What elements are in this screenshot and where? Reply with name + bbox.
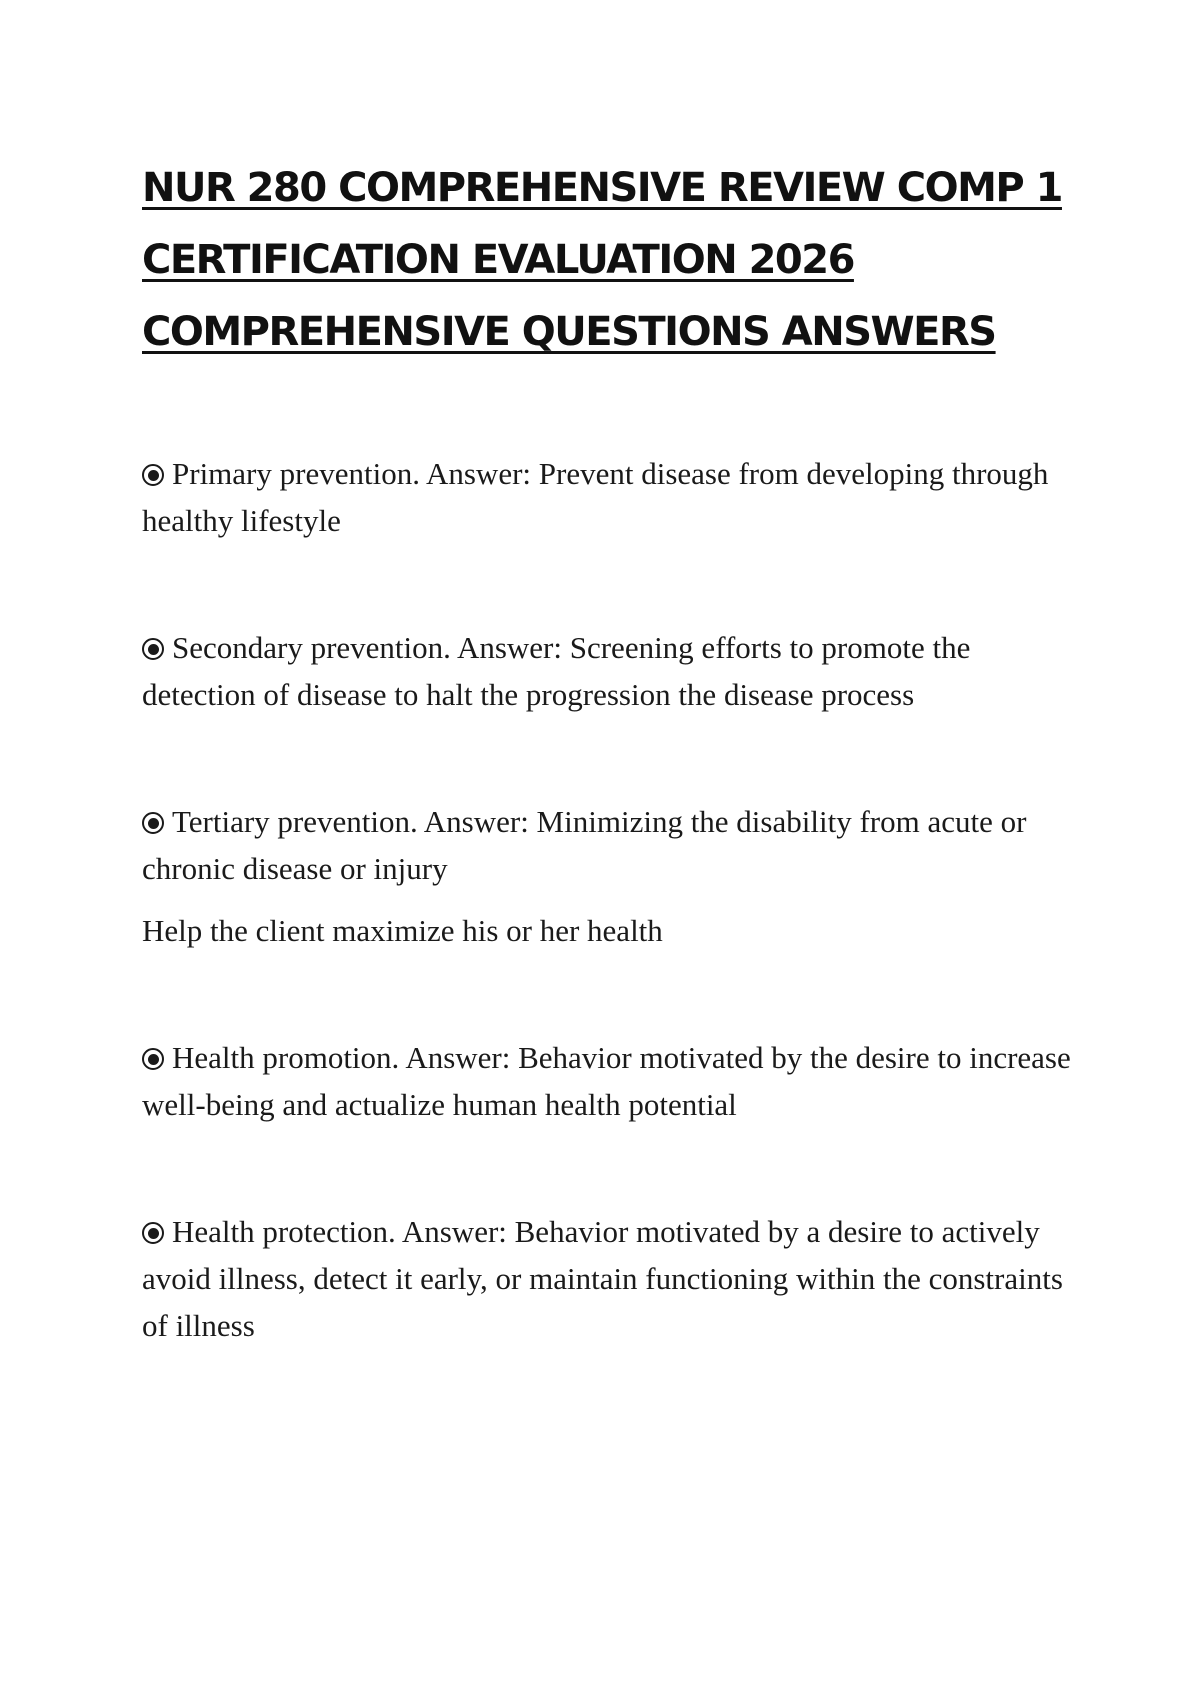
document-title: [142, 152, 1082, 368]
qa-item-health-protection: [142, 1208, 1082, 1349]
radio-bullet-icon: [142, 638, 164, 660]
qa-item-primary-prevention: [142, 450, 1082, 544]
radio-bullet-icon: [142, 464, 164, 486]
qa-list: [142, 450, 1082, 1349]
radio-bullet-icon: [142, 1222, 164, 1244]
qa-item-text: Primary prevention. Answer: Prevent disease from developing through healthy lifestyle: [142, 456, 1049, 538]
title-line: NUR 280 COMPREHENSIVE REVIEW COMP 1: [142, 165, 1062, 211]
qa-item-tertiary-prevention: [142, 798, 1082, 954]
qa-item-health-promotion: [142, 1034, 1082, 1128]
qa-item-text: Tertiary prevention. Answer: Minimizing the disability from acute or chronic disease or injury: [142, 804, 1027, 886]
qa-item-text: Health promotion. Answer: Behavior motivated by the desire to increase well-being and actualize human health potential: [142, 1040, 1071, 1122]
qa-item-extra-text: Help the client maximize his or her health: [142, 913, 663, 948]
radio-bullet-icon: [142, 1048, 164, 1070]
title-line: COMPREHENSIVE QUESTIONS ANSWERS: [142, 309, 996, 355]
qa-item-secondary-prevention: [142, 624, 1082, 718]
radio-bullet-icon: [142, 812, 164, 834]
qa-item-text: Secondary prevention. Answer: Screening efforts to promote the detection of disease to halt the progression the disease process: [142, 630, 971, 712]
qa-item-text: Health protection. Answer: Behavior motivated by a desire to actively avoid illness, detect it early, or maintain functioning within the constraints of illness: [142, 1214, 1063, 1343]
title-line: CERTIFICATION EVALUATION 2026: [142, 237, 854, 283]
